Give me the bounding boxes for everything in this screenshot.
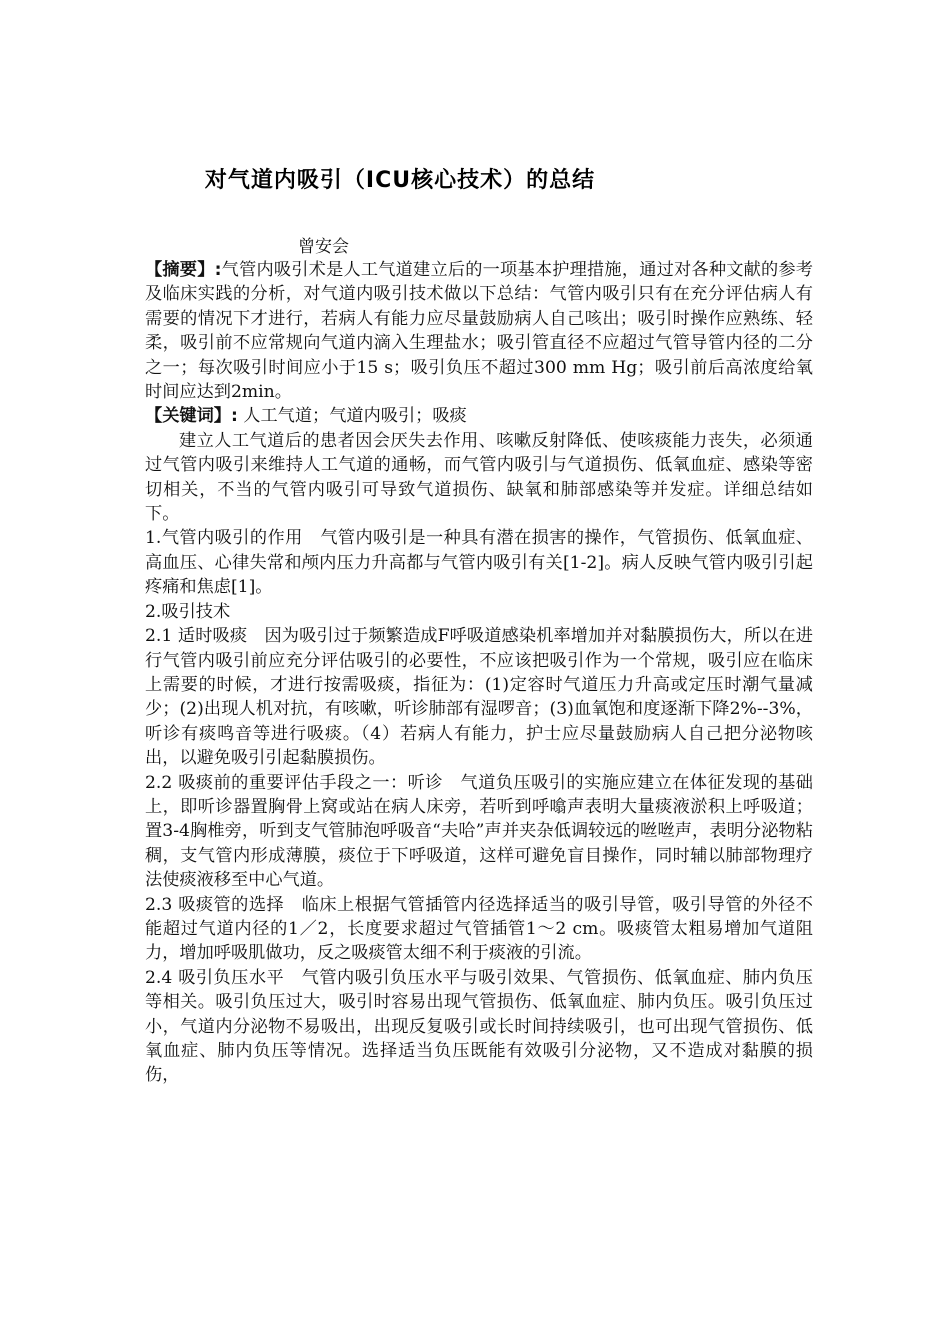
document-body: [145, 258, 813, 1088]
section-2-3-paragraph: 2.3 吸痰管的选择 临床上根据气管插管内径选择适当的吸引导管，吸引导管的外径不能超过气道内径的1／2，长度要求超过气管插管1～2 cm。吸痰管太粗易增加气道阻力，增加呼吸肌做功，反之吸痰管太细不利于痰液的引流。: [145, 894, 813, 964]
section-1-paragraph: 1.气管内吸引的作用 气管内吸引是一种具有潜在损害的操作，气管损伤、低氧血症、高血压、心律失常和颅内压力升高都与气管内吸引有关[1-2]。病人反映气管内吸引引起疼痛和焦虑[1]。: [145, 528, 813, 598]
abstract-paragraph: [145, 258, 813, 404]
section-2-4-paragraph: 2.4 吸引负压水平 气管内吸引负压水平与吸引效果、气管损伤、低氧血症、肺内负压等相关。吸引负压过大，吸引时容易出现气管损伤、低氧血症、肺内负压。吸引负压过小，气道内分泌物不易吸出，出现反复吸引或长时间持续吸引，也可出现气管损伤、低氧血症、肺内负压等情况。选择适当负压既能有效吸引分泌物，又不造成对黏膜的损伤，: [145, 967, 813, 1086]
section-2-2-paragraph: 2.2 吸痰前的重要评估手段之一：听诊 气道负压吸引的实施应建立在体征发现的基础上，即听诊器置胸骨上窝或站在病人床旁，若听到呼噏声表明大量痰液淤积上呼吸道；置3-4胸椎旁，听到支气管肺泡呼吸音“夫哈”声并夹杂低调较远的咝咝声，表明分泌物粘稠，支气管内形成薄膜，痰位于下呼吸道，这样可避免盲目操作，同时辅以肺部物理疗法使痰液移至中心气道。: [145, 772, 813, 891]
abstract-label: 【摘要】:: [145, 260, 222, 280]
section-2-heading: 2.吸引技术: [145, 601, 231, 622]
section-2-1-paragraph: 2.1 适时吸痰 因为吸引过于频繁造成F呼吸道感染机率增加并对黏膜损伤大，所以在进行气管内吸引前应充分评估吸引的必要性，不应该把吸引作为一个常规，吸引应在临床上需要的时候，才进行按需吸痰，指征为：(1)定容时气道压力升高或定压时潮气量减少；(2)出现人机对抗，有咳嗽，听诊肺部有湿啰音；(3)血氧饱和度逐渐下降2%--3%，听诊有痰鸣音等进行吸痰。（4）若病人有能力，护士应尽量鼓励病人自己把分泌物咳出，以避免吸引引起黏膜损伤。: [145, 626, 813, 769]
keywords-text: 人工气道；气道内吸引；吸痰: [237, 406, 467, 427]
abstract-text: 气管内吸引术是人工气道建立后的一项基本护理措施，通过对各种文献的参考及临床实践的分析，对气道内吸引技术做以下总结：气管内吸引只有在充分评估病人有需要的情况下才进行，若病人有能力应尽量鼓励病人自己咳出；吸引时操作应熟练、轻柔，吸引前不应常规向气道内滴入生理盐水；吸引管直径不应超过气管导管内径的二分之一；每次吸引时间应小于15 s；吸引负压不超过300 mm Hg；吸引前后高浓度给氧时间应达到2min。: [145, 260, 813, 403]
author-name: 曾安会: [298, 237, 349, 257]
intro-paragraph: 建立人工气道后的患者因会厌失去作用、咳嗽反射降低、使咳痰能力丧失，必须通过气管内吸引来维持人工气道的通畅，而气管内吸引与气道损伤、低氧血症、感染等密切相关，不当的气管内吸引可导致气道损伤、缺氧和肺部感染等并发症。详细总结如下。: [145, 430, 813, 525]
document-title: 对气道内吸引（ICU核心技术）的总结: [204, 168, 596, 193]
keywords-label: 【关键词】:: [145, 406, 238, 427]
keywords-paragraph: [145, 404, 813, 428]
